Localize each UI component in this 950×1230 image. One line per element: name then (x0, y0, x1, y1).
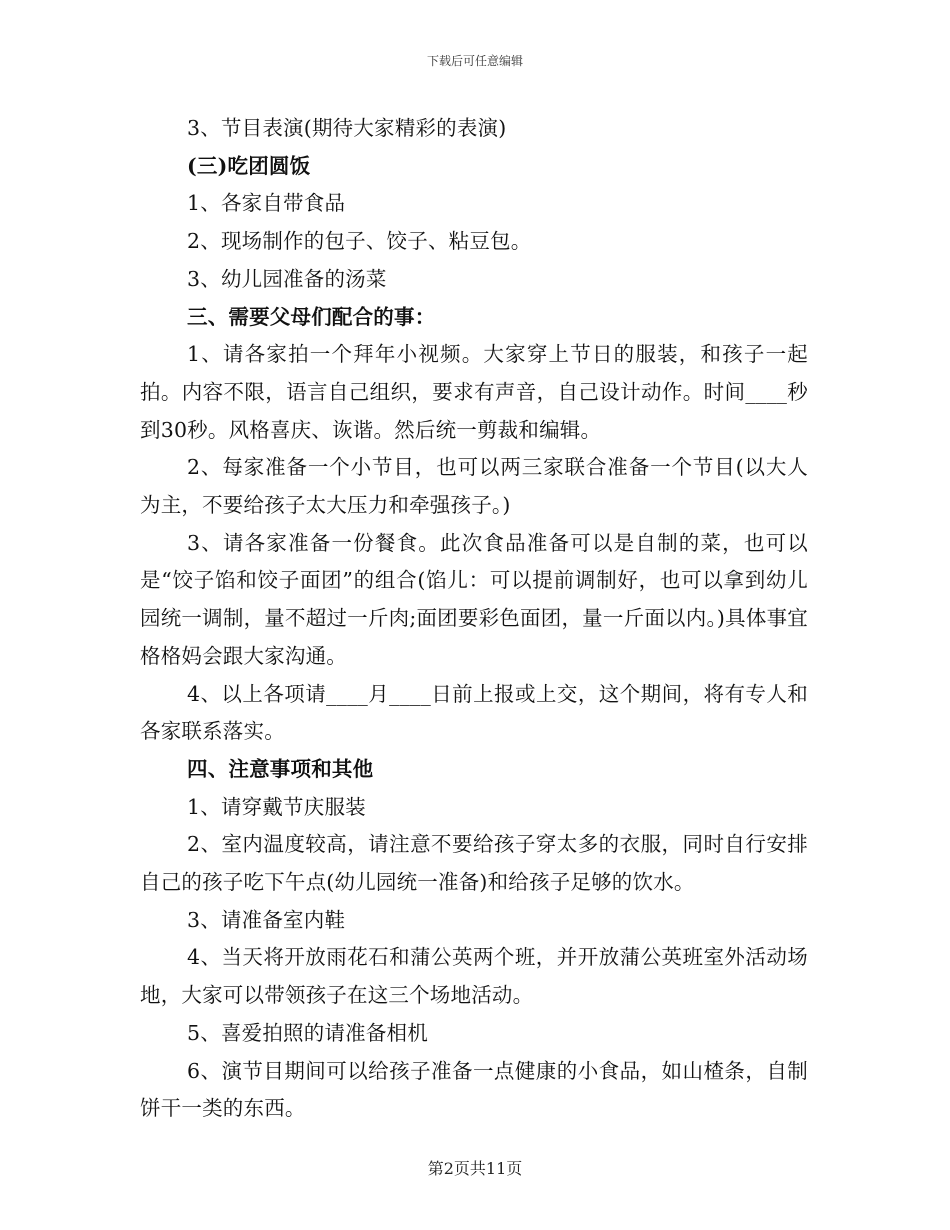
section-heading-reunion-dinner: (三)吃团圆饭 (187, 153, 311, 178)
section-heading-parent-cooperation: 三、需要父母们配合的事： (187, 304, 436, 329)
paragraph-family-performance: 2、每家准备一个小节目，也可以两三家联合准备一个节目(以大人为主，不要给孩子太大压力和牵强孩子。) (140, 455, 808, 518)
page-header: 下载后可任意编辑 (426, 54, 523, 68)
paragraph-program-performance: 3、节目表演(期待大家精彩的表演) (187, 116, 507, 140)
document-body (140, 110, 808, 1128)
paragraph-new-year-video: 1、请各家拍一个拜年小视频。大家穿上节日的服装，和孩子一起拍。内容不限，语言自己组织，要求有声音，自己设计动作。时间____秒到30秒。风格喜庆、诙谐。然后统一剪裁和编辑。 (140, 342, 808, 442)
paragraph-kindergarten-soup: 3、幼儿园准备的汤菜 (187, 266, 387, 291)
paragraph-indoor-temperature: 2、室内温度较高，请注意不要给孩子穿太多的衣服，同时自行安排自己的孩子吃下午点(幼儿园统一准备)和给孩子足够的饮水。 (140, 832, 808, 895)
paragraph-festive-clothing: 1、请穿戴节庆服装 (187, 794, 366, 819)
paragraph-open-classes: 4、当天将开放雨花石和蒲公英两个班，并开放蒲公英班室外活动场地，大家可以带领孩子在这三个场地活动。 (140, 945, 808, 1008)
paragraph-camera: 5、喜爱拍照的请准备相机 (187, 1020, 428, 1045)
paragraph-onsite-cooking: 2、现场制作的包子、饺子、粘豆包。 (187, 229, 532, 254)
paragraph-meal-preparation: 3、请各家准备一份餐食。此次食品准备可以是自制的菜，也可以是“饺子馅和饺子面团”的组合(馅儿：可以提前调制好，也可以拿到幼儿园统一调制，量不超过一斤肉;面团要彩色面团，量一斤面以内。)具体事宜格格妈会跟大家沟通。 (140, 530, 808, 668)
section-heading-notes: 四、注意事项和其他 (187, 756, 374, 781)
paragraph-submission-deadline: 4、以上各项请____月____日前上报或上交，这个期间，将有专人和各家联系落实。 (140, 681, 808, 744)
page-number-footer: 第2页共11页 (427, 1159, 523, 1178)
paragraph-bring-food: 1、各家自带食品 (187, 191, 346, 216)
paragraph-snacks: 6、演节目期间可以给孩子准备一点健康的小食品，如山楂条，自制饼干一类的东西。 (140, 1058, 808, 1121)
paragraph-indoor-shoes: 3、请准备室内鞋 (187, 907, 346, 932)
